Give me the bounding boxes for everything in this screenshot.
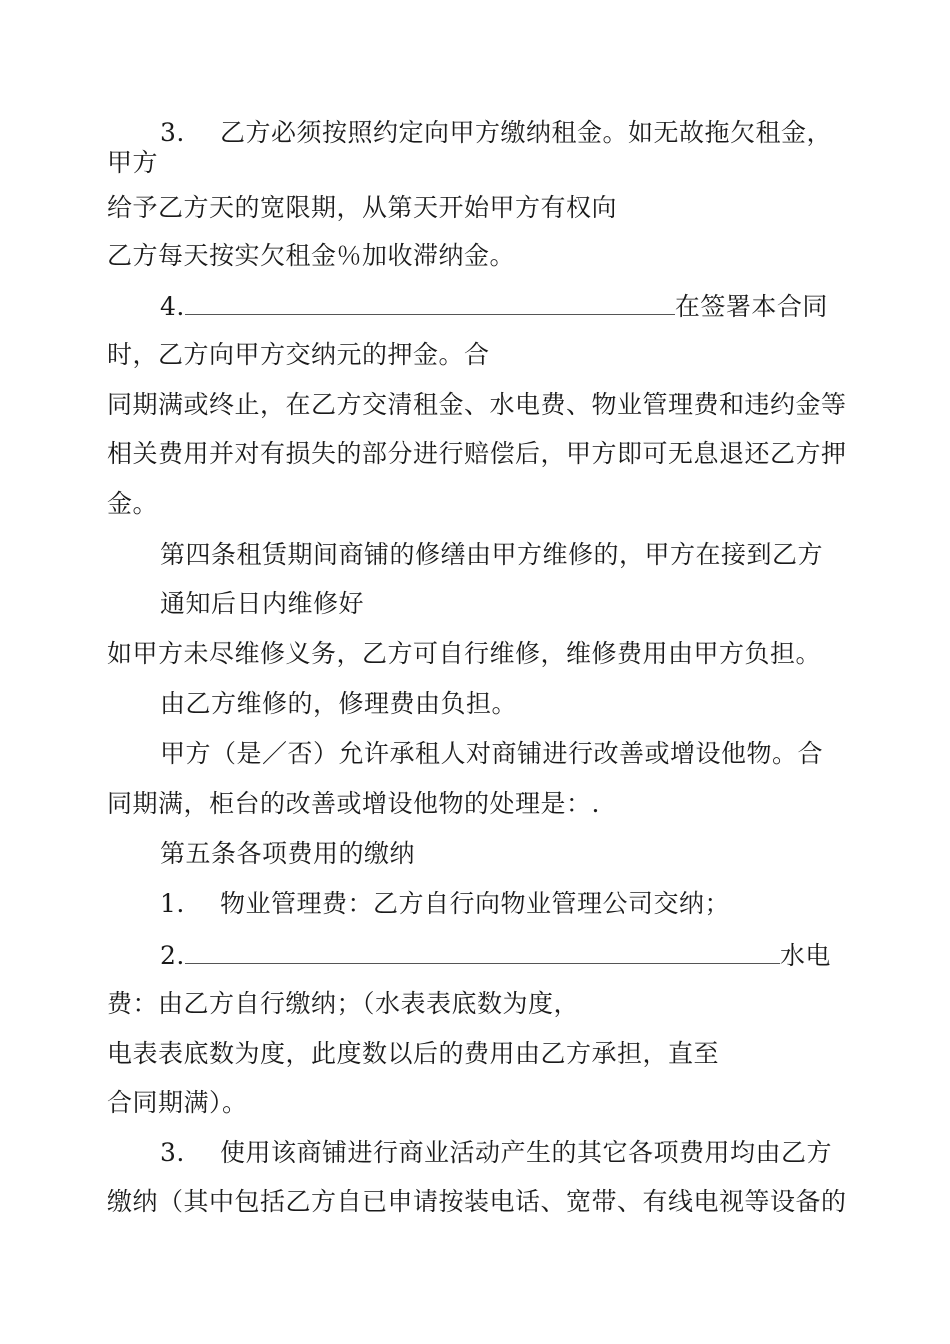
clause-3-line-2: 甲方	[107, 148, 159, 177]
clause-3-line-4: 乙方每天按实欠租金％加收滞纳金。	[107, 241, 516, 270]
fee-2-line-4: 合同期满）。	[107, 1088, 248, 1117]
article-4-line-3: 如甲方未尽维修义务，乙方可自行维修，维修费用由甲方负担。	[107, 639, 822, 668]
clause-3-line-1	[160, 118, 832, 148]
fee-3-line-2: 缴纳（其中包括乙方自已申请按装电话、宽带、有线电视等设备的	[107, 1187, 847, 1216]
clause-number: 2.	[160, 941, 185, 970]
fee-3-line-1	[160, 1138, 832, 1168]
clause-4-line-2: 时，乙方向甲方交纳元的押金。合	[107, 340, 490, 369]
clause-4-line-4: 相关费用并对有损失的部分进行赔偿后，甲方即可无息退还乙方押	[107, 439, 847, 468]
clause-text: 在签署本合同	[674, 292, 828, 321]
article-4-line-1: 第四条租赁期间商铺的修缮由甲方维修的，甲方在接到乙方	[160, 540, 824, 569]
clause-4-line-5: 金。	[107, 489, 159, 518]
article-4-line-4: 由乙方维修的，修理费由负担。	[160, 689, 518, 718]
clause-number: 3.	[160, 1138, 185, 1167]
article-4-line-2: 通知后日内维修好	[160, 589, 365, 618]
clause-number: 3.	[160, 118, 185, 147]
clause-text: 乙方必须按照约定向甲方缴纳租金。如无故拖欠租金，	[220, 118, 833, 147]
clause-4-line-3: 同期满或终止，在乙方交清租金、水电费、物业管理费和违约金等	[107, 390, 847, 419]
clause-text: 使用该商铺进行商业活动产生的其它各项费用均由乙方	[220, 1138, 833, 1167]
fee-2-line-2: 费：由乙方自行缴纳；（水表表底数为度，	[107, 989, 580, 1018]
fee-2-line-1	[160, 939, 831, 971]
fill-in-blank	[185, 290, 675, 315]
clause-3-line-3: 给予乙方天的宽限期，从第天开始甲方有权向	[107, 193, 618, 222]
article-4-line-5: 甲方（是／否）允许承租人对商铺进行改善或增设他物。合	[160, 739, 824, 768]
clause-4-line-1	[160, 290, 828, 322]
clause-number: 4.	[160, 292, 185, 321]
article-4-line-6: 同期满，柜台的改善或增设他物的处理是：.	[107, 789, 600, 818]
clause-text: 物业管理费：乙方自行向物业管理公司交纳；	[220, 889, 731, 918]
article-5-title: 第五条各项费用的缴纳	[160, 839, 416, 868]
fee-1-line	[160, 889, 730, 919]
clause-number: 1.	[160, 889, 185, 918]
fill-in-blank	[185, 939, 780, 964]
fee-2-line-3: 电表表底数为度，此度数以后的费用由乙方承担，直至	[107, 1039, 720, 1068]
clause-text: 水电	[779, 941, 831, 970]
